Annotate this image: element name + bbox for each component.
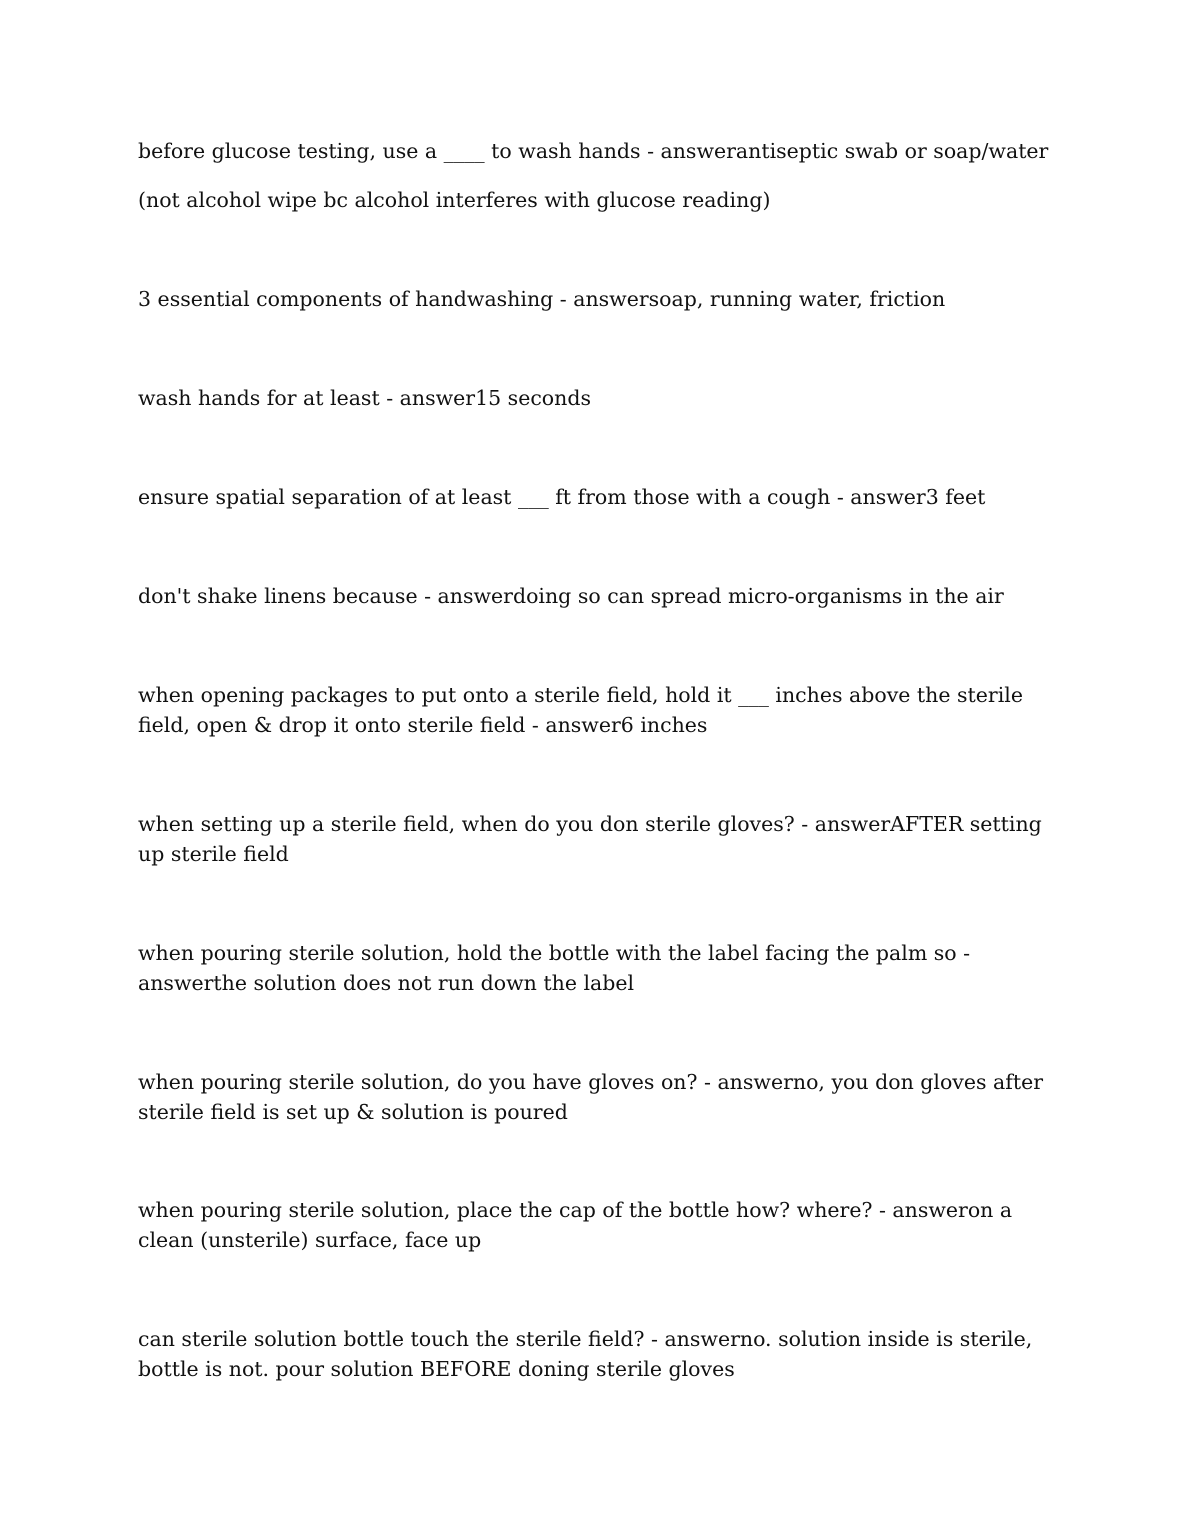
paragraph-handwashing-components: 3 essential components of handwashing - answersoap, running water, friction: [138, 287, 946, 311]
paragraph-wash-duration: wash hands for at least - answer15 seconds: [138, 386, 591, 410]
paragraph-glucose-hand-wash: before glucose testing, use a ____ to wash hands - answerantiseptic swab or soap/water: [138, 139, 1049, 163]
paragraph-gloves-while-pouring: when pouring sterile solution, do you have gloves on? - answerno, you don gloves after sterile field is set up & solution is poured: [138, 1070, 1044, 1124]
paragraph-alcohol-note: (not alcohol wipe bc alcohol interferes with glucose reading): [138, 188, 771, 212]
paragraph-bottle-label: when pouring sterile solution, hold the bottle with the label facing the palm so - answerthe solution does not run down the label: [138, 941, 971, 995]
paragraph-opening-packages: when opening packages to put onto a sterile field, hold it ___ inches above the sterile field, open & drop it onto sterile field - answer6 inches: [138, 683, 1023, 737]
paragraph-linens: don't shake linens because - answerdoing so can spread micro-organisms in the air: [138, 584, 1004, 608]
paragraph-bottle-cap: when pouring sterile solution, place the cap of the bottle how? where? - answeron a clean (unsterile) surface, face up: [138, 1198, 1013, 1252]
paragraph-sterile-gloves-timing: when setting up a sterile field, when do you don sterile gloves? - answerAFTER setting up sterile field: [138, 812, 1042, 866]
paragraph-spatial-separation: ensure spatial separation of at least ___ ft from those with a cough - answer3 feet: [138, 485, 986, 509]
paragraph-bottle-touch-field: can sterile solution bottle touch the sterile field? - answerno. solution inside is sterile, bottle is not. pour solution BEFORE doning sterile gloves: [138, 1327, 1033, 1381]
